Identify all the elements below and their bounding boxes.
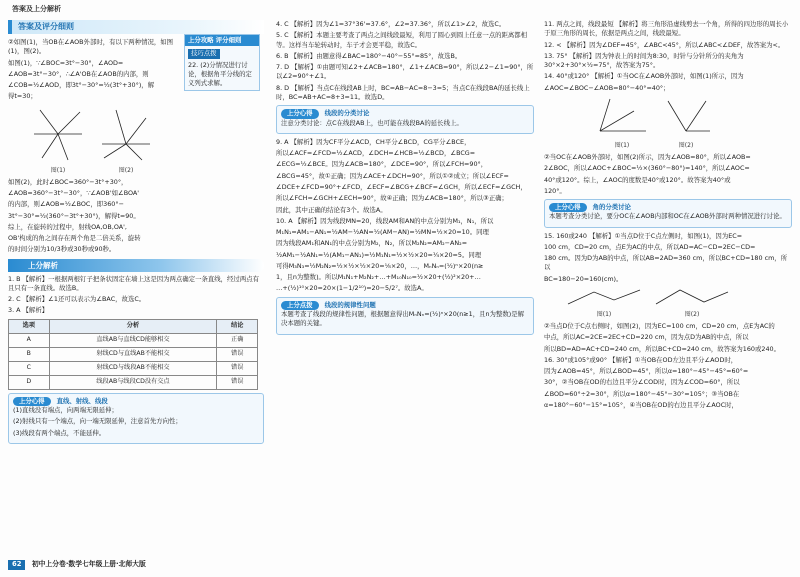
tip-line: (2)射线只有一个端点，向一端无限延伸，注意首先方向性； [13, 417, 182, 426]
figure-caption: 图(2) [684, 311, 700, 319]
tip-label: 上分心得 [13, 397, 51, 406]
text-line: 如图(2)，此时∠BOC=360°−3t°+30°， [8, 177, 128, 186]
tip-box [8, 393, 264, 444]
text-line: ∠ECG=½∠BCE。因为∠ACB=180°，∠DCE=90°，所以∠FCH=90°， [276, 160, 488, 169]
table-header: 选项 [9, 319, 50, 333]
text-line: OB'构成的角之间存在两个角是二倍关系，旋转 [8, 234, 141, 243]
tip-box [276, 105, 534, 134]
text-line: 因为∠AOB=45°，所以∠BOD=45°，所以α=180°−45°−45°=60°= [544, 367, 749, 376]
tip-box [276, 297, 534, 335]
text-line: 120°。 [544, 186, 566, 195]
tip-label: 上分点拨 [281, 301, 319, 310]
tip-title: 角的分类讨论 [592, 203, 631, 212]
tip-label: 上分心得 [281, 109, 319, 118]
text-line: ∠AOB=3t°−30°，∴∠A'OB在∠AOB的内部，则 [8, 69, 149, 78]
section-banner: 答案及评分细则 [8, 20, 264, 34]
text-line: 因此，其中正确的结论有3个。故选A。 [276, 205, 387, 214]
text-line: ②当点D位于C点右侧时，如图(2)，因为EC=100 cm，CD=20 cm，点E为AC的 [544, 322, 775, 330]
angle-diagram-icon [28, 104, 88, 164]
tip-line: (1)直线没有端点，向两端无限延伸； [13, 406, 118, 415]
table-header: 结论 [217, 319, 258, 333]
sidebox-tag: 技巧点拨 [188, 49, 220, 58]
text-line: 所以∠ACF=∠FCD=½∠ACD，∠DCH=∠HCB=½∠BCD，∠BCG= [276, 149, 476, 158]
figure [658, 95, 714, 151]
answer-item: 13. 75° 【解析】因为钟表上的时间为8:30，时针与分针所分的夹角为30°×2+30°×½=75°，故答案为75°。 [544, 51, 744, 70]
tip-title: 线段的分类讨论 [324, 109, 370, 118]
angle-diagram-icon [96, 104, 156, 164]
tip-line: (3)线段有两个端点，不能延伸。 [13, 428, 106, 437]
answer-item: 4. C 【解析】因为∠1=37°36'=37.6°，∠2=37.36°，所以∠1>∠2，故选C。 [276, 20, 506, 28]
text-line: α=180°−60°−15°=105°，④当OB在OD的右边且平分∠AOC时， [544, 400, 738, 409]
text-line: ②如图(1)，当OB在∠AOB外部时，有以下两种情况，如图(1)，图(2)。 [8, 38, 174, 56]
answer-item: 6. B 【解析】由题意得∠BAC=180°−40°−55°=85°，故选B。 [276, 51, 462, 60]
text-line: ∠DCE+∠FCD=90°+∠FCD，∠ECF=∠BCG+∠BCF=∠GCH，所以∠ECF=∠GCH， [276, 182, 527, 191]
answer-item: 2. C 【解析】∠1还可以表示为∠BAC，故选C。 [8, 295, 146, 304]
text-line: 40°或120°。综上，∠AOC的度数是40°或120°。故答案为40°或 [544, 175, 731, 184]
answer-item: 16. 30°或105°或90° 【解析】①当OB在OD左边且平分∠AOD时， [544, 355, 738, 364]
table-cell: 错误 [217, 375, 258, 389]
figure-caption: 图(1) [50, 166, 66, 174]
answer-item: 14. 40°或120° 【解析】①当OC在∠AOB外部时，如图(1)所示，因为 [544, 72, 744, 81]
text-line: ②当OC在∠AOB外部时，如图(2)所示，因为∠AOB=80°，所以∠AOB= [544, 152, 751, 161]
text-line: 的内部，则∠AOB=½∠BOC，即360°− [8, 200, 124, 209]
tip-label: 上分心得 [549, 203, 587, 212]
figure-row [594, 95, 792, 151]
text-line: 综上，在旋转的过程中，射线OA,OB,OA', [8, 222, 127, 231]
text-line: …+(½)¹⁰×20=20×(1−1/2¹⁰)=20−5/2⁷。故选A。 [276, 284, 428, 293]
answer-item: 9. A 【解析】因为CF平分∠ACD，CH平分∠BCD，CG平分∠BCE， [276, 137, 471, 146]
tip-line: 本题考查了线段的规律性问题，根据题意得出MₙNₙ=(½)ⁿ×20(n≥1，且n为整数)是解决本题的关键。 [281, 310, 525, 328]
table-cell: 错误 [217, 361, 258, 375]
text-line: ∠COB=½∠AOD，即3t°−30°=½(3t°+30°)，解 [8, 81, 155, 90]
text-line: 所以∠FCH=∠GCH+∠ECH=90°，故④正确；因为∠ACB=180°，所以③正确； [276, 194, 508, 203]
table-cell: 线段AB与线段CD没有交点 [49, 375, 217, 389]
strategy-sidebox [184, 34, 260, 91]
figure-caption: 图(1) [614, 142, 630, 150]
answer-item: 8. D 【解析】当点C在线段AB上时，BC=AB−AC=8−3=5；当点C在线段BA的延长线上时，BC=AB+AC=8+3=11。故选D。 [276, 83, 530, 101]
text-line: 1，且n为整数)。所以M₁N₁+M₂N₂+…+M₁₀N₁₀=½×20+(½)²×20+… [276, 273, 481, 282]
figure [564, 286, 644, 320]
text-line: 所以BD=AD=AC+CD=240 cm，所以BC+CD=240 cm，故答案为160或240。 [544, 344, 780, 353]
table-cell: 射线CD与线段AB不能相交 [49, 361, 217, 375]
answer-item: 15. 160或240 【解析】①当点D位于C点左侧时，如图(1)，因为EC= [544, 231, 743, 240]
segment-diagram-icon [564, 286, 644, 308]
table-cell: C [9, 361, 50, 375]
text-line: ∠BCG=45°，故①正确；因为∠ACE+∠DCH=90°，所以①②成立；所以∠ECF= [276, 171, 509, 180]
answer-item: 1. B 【解析】一根据两根钉子把条状固定在墙上这是因为两点确定一条直线，经过两点有且只有一条直线。故选B。 [8, 274, 259, 292]
text-line: 的时间分别为10/3秒或30秒或90秒。 [8, 245, 116, 254]
text-line: 180 cm。因为D为AB的中点，所以AB=2AD=360 cm，所以BC+CD=180 cm，所以 [544, 254, 788, 272]
table-cell: B [9, 347, 50, 361]
table-row [9, 361, 258, 375]
table-header: 分析 [49, 319, 217, 333]
figure [96, 104, 156, 176]
figure [652, 286, 732, 320]
page-header: 答案及上分解析 [12, 5, 61, 13]
text-line: 30°，②当OB在OD的右边且平分∠COD时，因为∠COD=60°，所以 [544, 378, 740, 387]
page-footer [8, 560, 146, 570]
table-row [9, 375, 258, 389]
table-cell: A [9, 333, 50, 347]
table-cell: 射线CD与直线AB不能相交 [49, 347, 217, 361]
answer-item: 5. C 【解析】本题主要考查了两点之间线段最短，利用了圆心到圆上任意一点的距离都相等。这样当车轮转动时，车子才会更平稳，故选C。 [276, 31, 528, 49]
tip-line: 本题考查分类讨论，要分OC在∠AOB内部和OC在∠AOB外部时两种情况进行讨论。 [549, 212, 786, 221]
sidebox-header: 上分攻略 评分细则 [185, 35, 259, 46]
table-cell: D [9, 375, 50, 389]
sidebox-text: 22. (2)分情况进行讨论，根据角平分线的定义列式求解。 [188, 60, 252, 88]
text-line: 3t°−30°=½(360°−3t°+30°)，解得t=90。 [8, 211, 140, 220]
figure [594, 95, 650, 151]
angle-diagram-icon [594, 95, 650, 139]
page-number: 62 [8, 560, 25, 570]
text-line: 得t=30； [8, 92, 37, 101]
segment-diagram-icon [652, 286, 732, 308]
table-row [9, 347, 258, 361]
figure [28, 104, 88, 176]
table-cell: 错误 [217, 347, 258, 361]
figure-caption: 图(2) [678, 142, 694, 150]
text-line: ∠AOB=360°−3t°−30°，∵∠AOB'如∠BOA' [8, 188, 140, 197]
section-header: 上分解析 [8, 259, 264, 272]
answer-item: 7. D 【解析】①由题可知∠2+∠ACB=180°，∠1+∠ACB=90°，所以∠2−∠1=90°，所以∠2=90°+∠1。 [276, 63, 534, 81]
answer-item: 12. < 【解析】因为∠DEF=45°，∠ABC<45°，所以∠ABC<∠DEF，故答案为<。 [544, 40, 785, 49]
figure-caption: 图(1) [596, 311, 612, 319]
figure-row [28, 104, 264, 176]
figure-caption: 图(2) [118, 166, 134, 174]
answer-item: 3. A 【解析】 [8, 306, 49, 315]
text-line: 因为线段AM₁和AN₁的中点分别为M₂，N₂，所以M₂N₂=AM₂−AN₂= [276, 239, 468, 248]
text-line: ½AM₁−½AN₁=½(AM₁−AN₁)=½M₁N₁=½×½×20=¼×20=5。同理 [276, 250, 482, 259]
tip-line: 注意分类讨论：点C在线段AB上，也可能在线段BA的延长线上。 [281, 118, 463, 127]
answer-item: 10. A 【解析】因为线段MN=20，线段AM和AN的中点分别为M₁，N₁，所以 [276, 216, 494, 225]
tip-title: 直线、射线、线段 [56, 396, 108, 405]
text-line: 2∠BOC，所以∠AOC+∠BOC=½×(360°−80°)=140°，所以∠AOC= [544, 164, 750, 173]
analysis-table [8, 319, 258, 390]
book-title: 初中上分卷·数学七年级上册·北师大版 [31, 560, 146, 568]
text-line: M₁N₁=AM₁−AN₁=½AM−½AN=½(AM−AN)=½MN=½×20=10。同理 [276, 228, 489, 237]
tip-title: 线段的规律性问题 [324, 300, 376, 309]
column-right [544, 20, 792, 412]
answer-item: 11. 两点之间，线段最短 【解析】将三角形沿虚线剪去一个角，所得的四边形的周长小于原三角形的周长，依据是两点之间，线段最短。 [544, 20, 789, 38]
text-line: 中点，所以AC=2CE=2EC+CD=220 cm，因为点D为AB的中点，所以 [544, 333, 749, 342]
figure-row [564, 286, 792, 320]
table-cell: 直线AB与直线CD能够相交 [49, 333, 217, 347]
table-row [9, 333, 258, 347]
text-line: ∠BOD=60°÷2=30°，所以α=180°−45°−30°=105°；③当OB在 [544, 389, 740, 398]
column-middle [276, 20, 534, 339]
text-line: 100 cm，CD=20 cm，点E为AC的中点，所以AD=AC−CD=2EC−CD= [544, 242, 756, 251]
text-line: ∠AOC=∠BOC−∠AOB=80°−40°=40°； [544, 83, 670, 92]
table-cell: 正确 [217, 333, 258, 347]
tip-box [544, 199, 792, 228]
text-line: BC=180−20=160(cm)。 [544, 274, 623, 283]
text-line: 如图(1)，∵∠BOC=3t°−30°，∠AOD= [8, 58, 124, 67]
text-line: 可得M₃N₃=½M₂N₂=½×½×½×20=⅛×20，…，MₙNₙ=(½)ⁿ×20(n≥ [276, 261, 484, 270]
angle-diagram-icon [658, 95, 714, 139]
